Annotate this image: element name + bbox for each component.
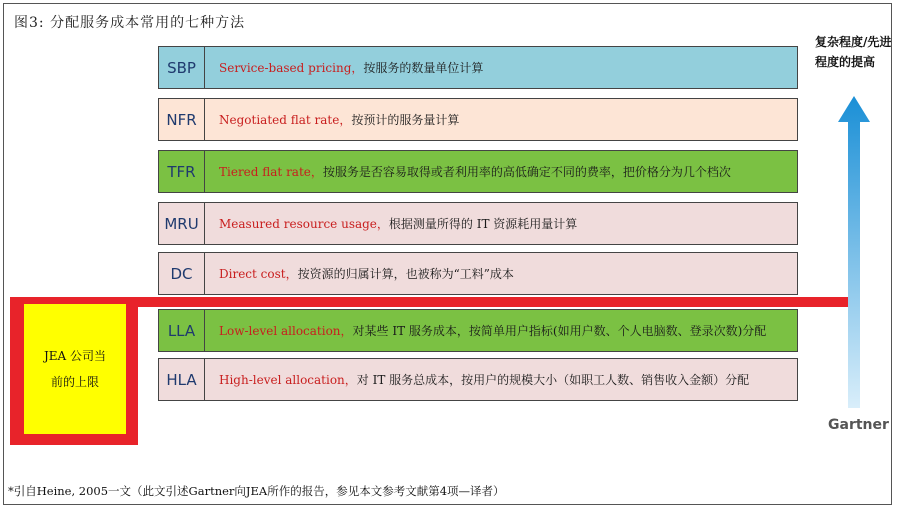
jea-limit-line-2: 前的上限 [50, 375, 99, 389]
method-chinese: 按服务的数量单位计算 [363, 61, 484, 75]
method-english: High-level allocation， [219, 373, 357, 387]
method-english: Low-level allocation， [219, 324, 353, 338]
method-desc [205, 215, 577, 232]
method-abbr: TFR [159, 151, 205, 192]
footnote: *引自Heine, 2005一文（此文引述Gartner向JEA所作的报告，参见本文参考文献第4项—译者） [8, 484, 505, 498]
method-english: Negotiated flat rate， [219, 113, 352, 127]
method-english: Service-based pricing， [219, 61, 364, 75]
method-desc [205, 371, 749, 388]
method-row-lla [158, 309, 798, 352]
method-abbr: LLA [159, 310, 205, 351]
method-chinese: 按资源的归属计算，也被称为“工料”成本 [297, 267, 514, 281]
method-chinese: 按预计的服务量计算 [351, 113, 460, 127]
method-chinese: 对 IT 服务总成本，按用户的规模大小（如职工人数、销售收入金额）分配 [356, 373, 750, 387]
jea-limit-line-1: JEA 公司当 [43, 349, 107, 363]
method-english: Tiered flat rate， [219, 165, 323, 179]
method-row-dc [158, 252, 798, 295]
source-label: Gartner [828, 417, 889, 433]
method-row-tfr [158, 150, 798, 193]
method-row-mru [158, 202, 798, 245]
method-english: Measured resource usage， [219, 217, 389, 231]
up-arrow-icon [838, 96, 870, 408]
complexity-axis-label: 复杂程度/先进程度的提高 [815, 35, 892, 69]
figure-title: 图3: 分配服务成本常用的七种方法 [14, 15, 246, 31]
method-desc [205, 265, 514, 282]
method-desc [205, 322, 766, 339]
method-desc [205, 163, 731, 180]
method-abbr: NFR [159, 99, 205, 140]
jea-limit-label-box [24, 304, 126, 434]
method-row-hla [158, 358, 798, 401]
method-chinese: 根据测量所得的 IT 资源耗用量计算 [388, 217, 578, 231]
method-chinese: 按服务是否容易取得或者利用率的高低确定不同的费率，把价格分为几个档次 [322, 165, 731, 179]
method-abbr: HLA [159, 359, 205, 400]
method-abbr: MRU [159, 203, 205, 244]
arrow-shape [838, 96, 870, 408]
method-desc [205, 111, 459, 128]
method-abbr: SBP [159, 47, 205, 88]
method-english: Direct cost， [219, 267, 298, 281]
method-row-sbp [158, 46, 798, 89]
method-row-nfr [158, 98, 798, 141]
method-abbr: DC [159, 253, 205, 294]
method-chinese: 对某些 IT 服务成本，按简单用户指标(如用户数、个人电脑数、登录次数)分配 [352, 324, 767, 338]
method-desc [205, 59, 483, 76]
